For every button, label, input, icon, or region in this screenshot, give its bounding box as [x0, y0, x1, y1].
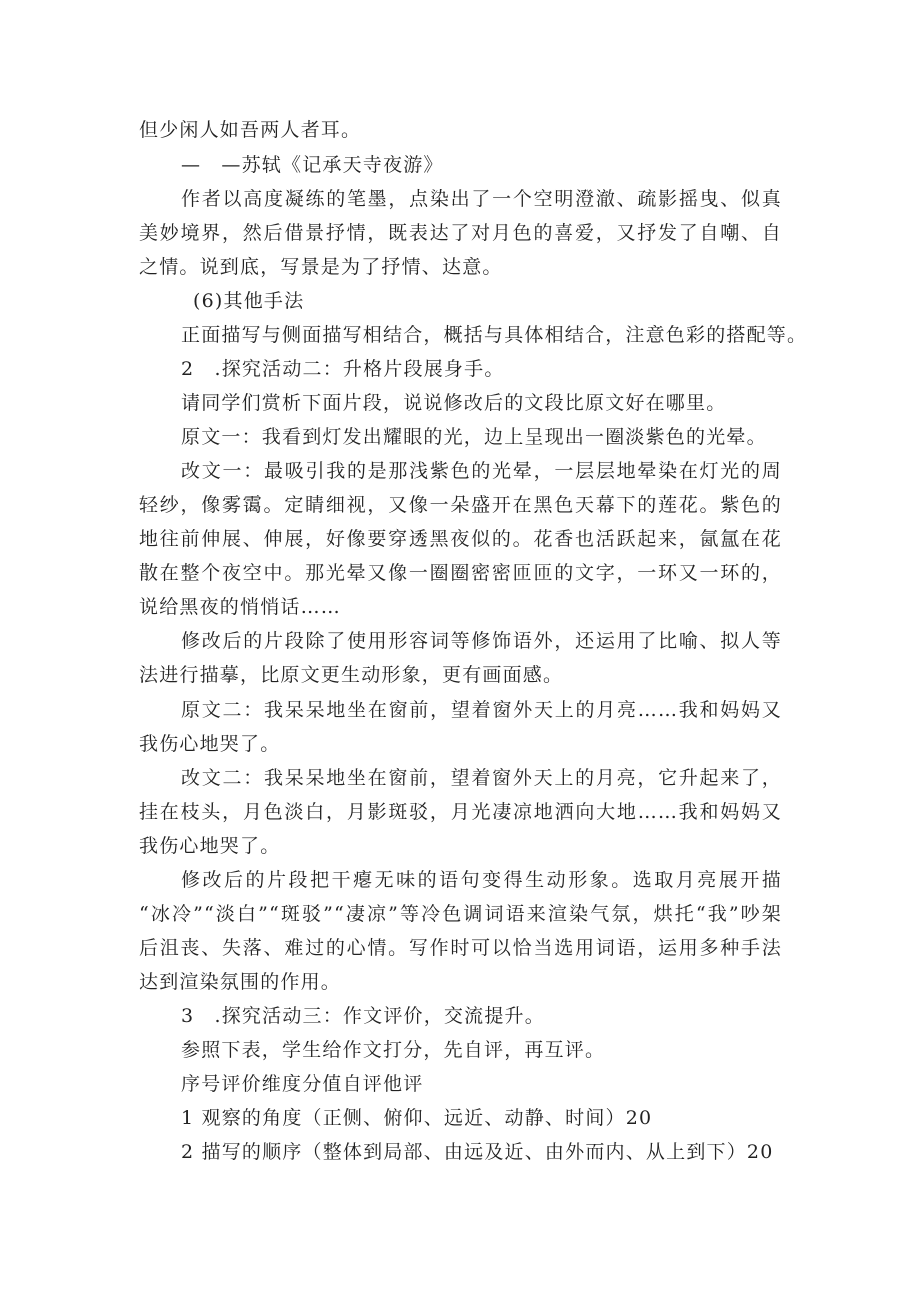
text-line: 参照下表，学生给作文打分，先自评，再互评。	[181, 1039, 606, 1061]
text-line: 原文二：我呆呆地坐在窗前，望着窗外天上的月亮……我和妈妈又	[181, 699, 782, 721]
text-line: 但少闲人如吾两人者耳。	[139, 119, 362, 141]
text-line: 美妙境界，然后借景抒情，既表达了对月色的喜爱，又抒发了自嘲、自	[139, 222, 782, 244]
text-line: 说给黑夜的悄悄话……	[139, 596, 342, 618]
text-line: 原文一：我看到灯发出耀眼的光，边上呈现出一圈淡紫色的光晕。	[181, 426, 767, 448]
section-heading: 2 .探究活动二：升格片段展身手。	[181, 358, 505, 380]
text-line: 轻纱，像雾霭。定睛细视，又像一朵盛开在黑色天幕下的莲花。紫色的	[139, 494, 782, 516]
text-line: 法进行描摹，比原文更生动形象，更有画面感。	[139, 664, 564, 686]
section-heading: 3 .探究活动三：作文评价，交流提升。	[181, 1005, 545, 1027]
text-line: 后沮丧、失落、难过的心情。写作时可以恰当选用词语，运用多种手法	[139, 937, 782, 959]
text-line: 地往前伸展、伸展，好像要穿透黑夜似的。花香也活跃起来，氤氲在花	[139, 528, 782, 550]
text-line: 作者以高度凝练的笔墨，点染出了一个空明澄澈、疏影摇曳、似真	[181, 188, 782, 210]
text-line: 请同学们赏析下面片段，说说修改后的文段比原文好在哪里。	[181, 392, 727, 414]
text-line: 正面描写与侧面描写相结合，概括与具体相结合，注意色彩的搭配等。	[181, 324, 808, 346]
text-line: 达到渲染氛围的作用。	[139, 971, 342, 993]
text-line: 改文一：最吸引我的是那浅紫色的光晕，一层层地晕染在灯光的周	[181, 460, 782, 482]
text-line: 之情。说到底，写景是为了抒情、达意。	[139, 256, 503, 278]
text-line: 修改后的片段把干瘪无味的语句变得生动形象。选取月亮展开描	[181, 869, 782, 891]
table-row-line: 1 观察的角度（正侧、俯仰、远近、动静、时间）20	[181, 1107, 653, 1129]
text-line: 散在整个夜空中。那光晕又像一圈圈密密匝匝的文字，一环又一环的，	[139, 562, 782, 584]
text-line: “冰冷”“淡白”“斑驳”“凄凉”等冷色调词语来渲染气氛，烘托“我”吵架	[139, 903, 782, 925]
section-heading: (6)其他手法	[193, 290, 305, 312]
text-line: 我伤心地哭了。	[139, 733, 281, 755]
table-row-line: 2 描写的顺序（整体到局部、由远及近、由外而内、从上到下）20	[181, 1141, 774, 1163]
text-line: 改文二：我呆呆地坐在窗前，望着窗外天上的月亮，它升起来了，	[181, 767, 782, 789]
citation-line: — —苏轼《记承天寺夜游》	[181, 154, 444, 176]
text-line: 修改后的片段除了使用形容词等修饰语外，还运用了比喻、拟人等	[181, 630, 782, 652]
table-header-line: 序号评价维度分值自评他评	[181, 1073, 424, 1095]
text-line: 挂在枝头，月色淡白，月影斑驳，月光凄凉地洒向大地……我和妈妈又	[139, 801, 782, 823]
text-line: 我伤心地哭了。	[139, 835, 281, 857]
